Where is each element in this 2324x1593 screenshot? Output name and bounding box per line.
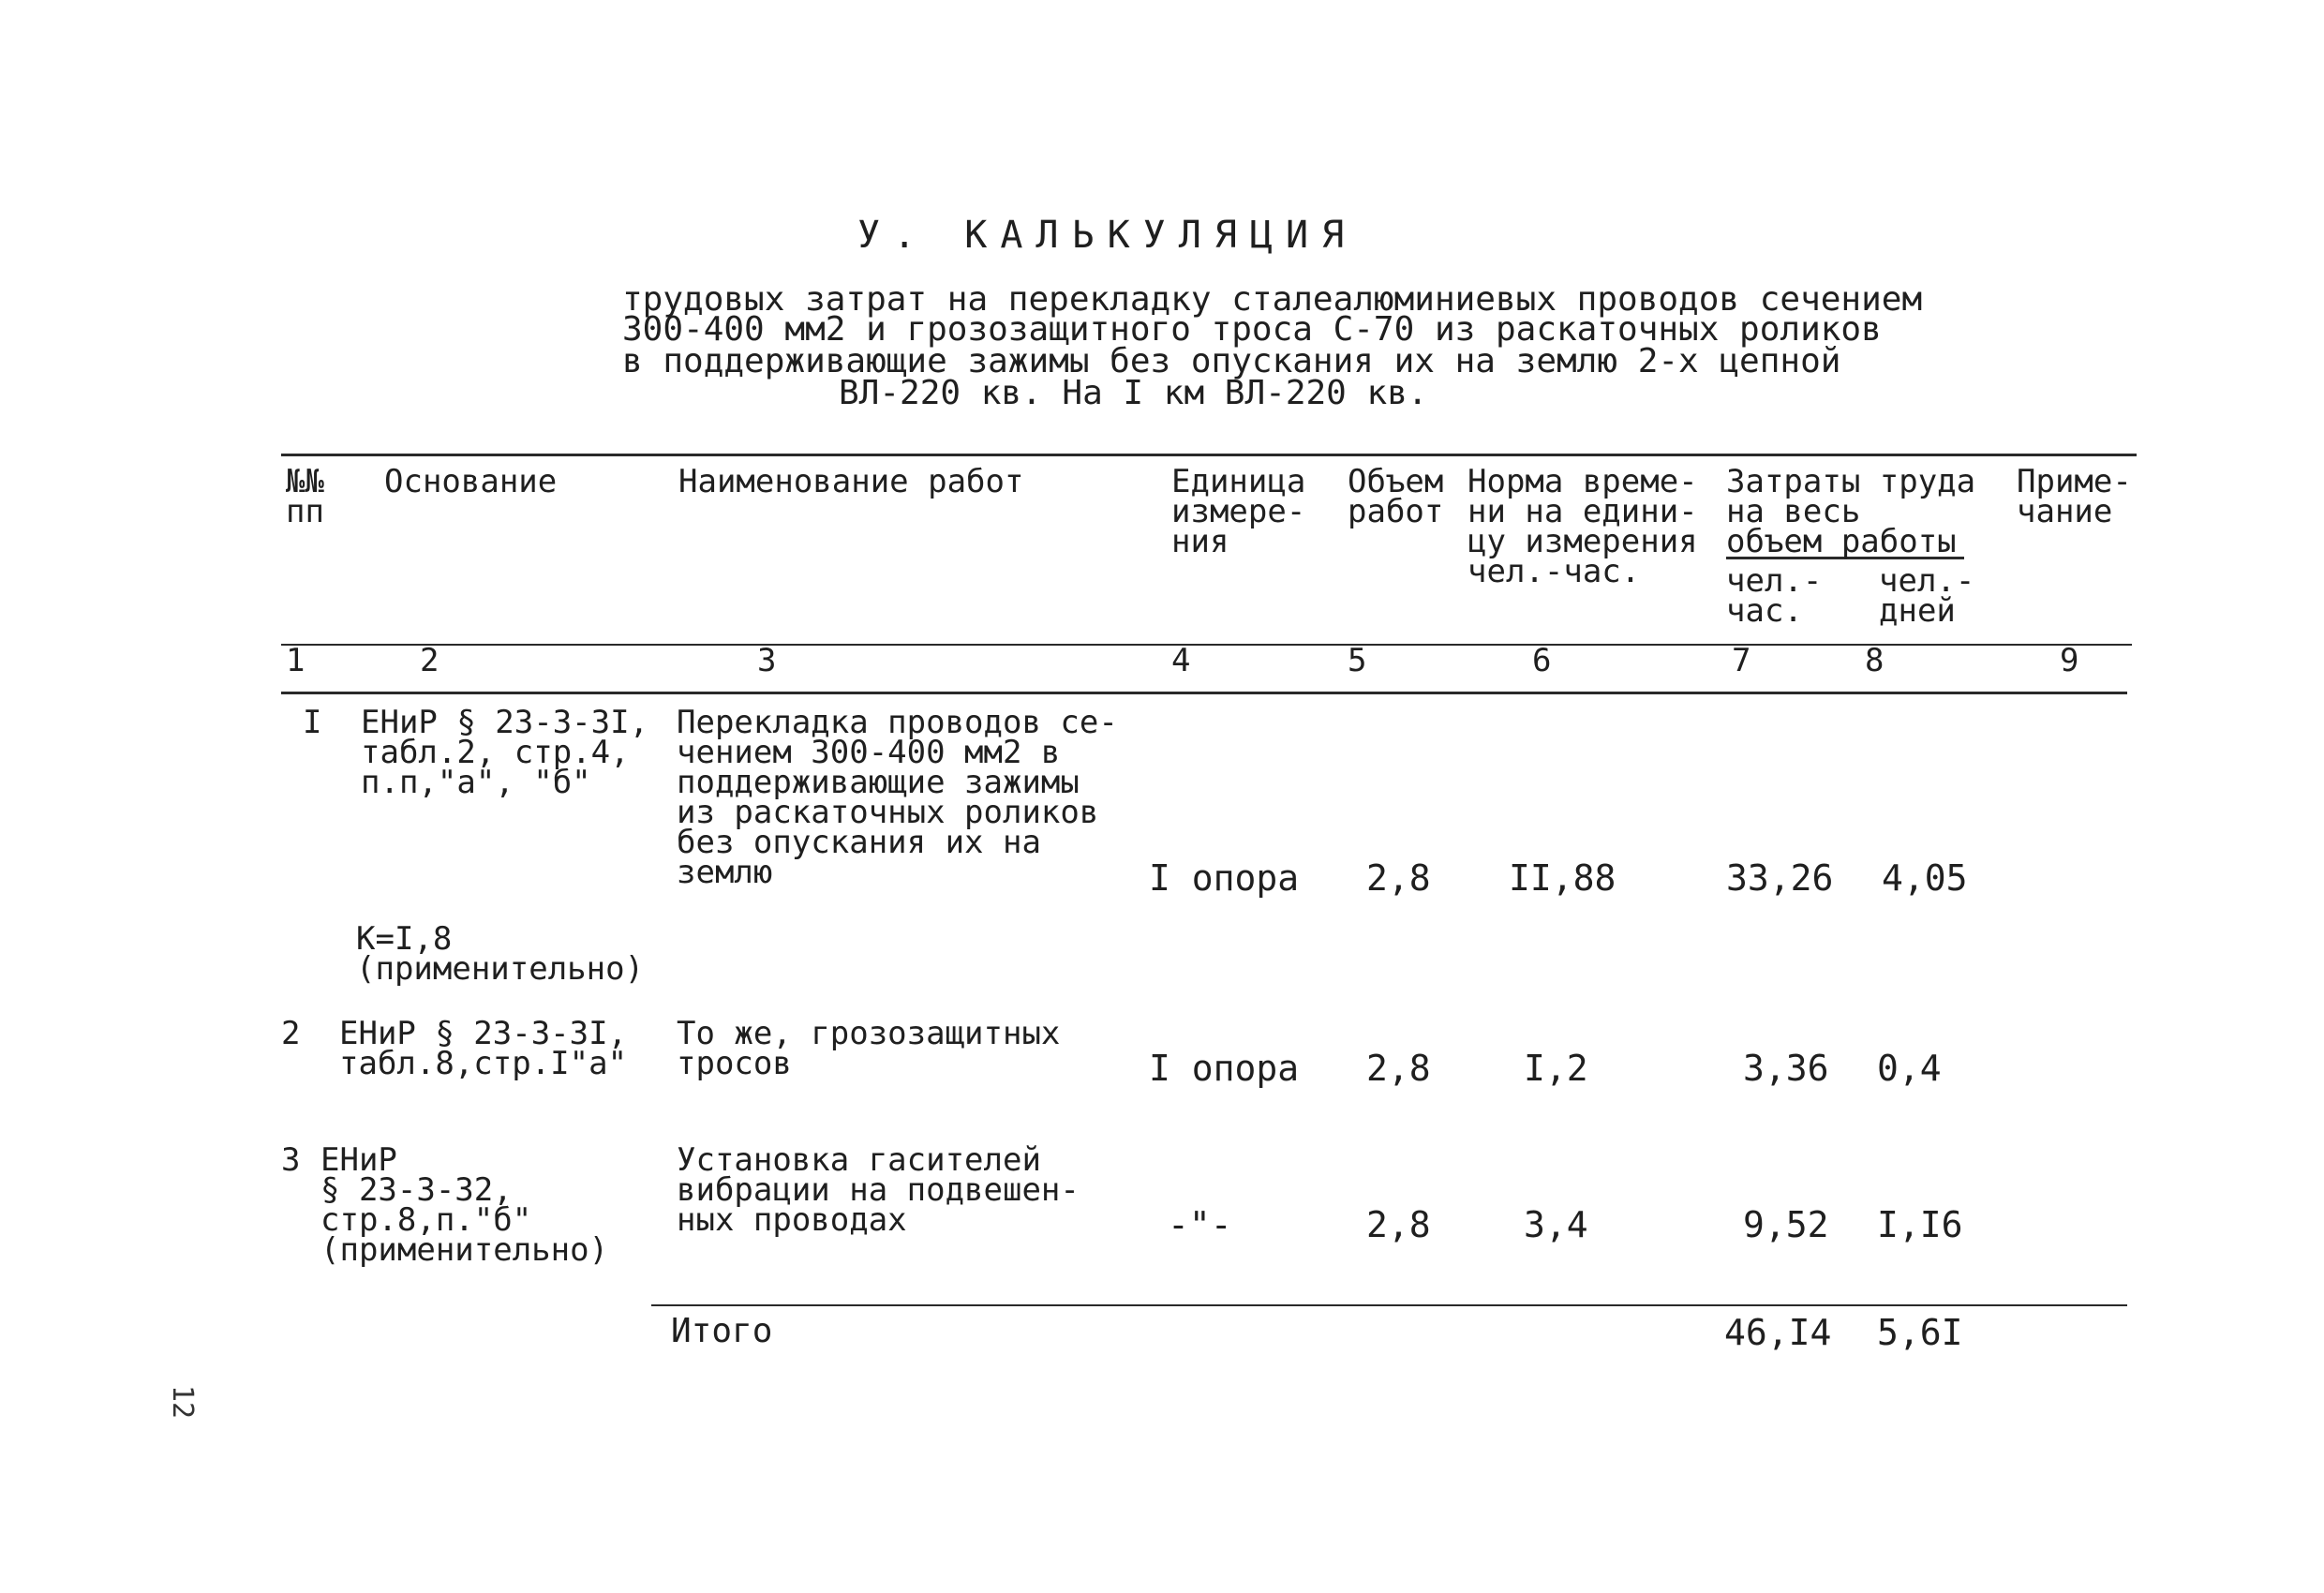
subtitle-line-4: ВЛ-220 кв. На I км ВЛ-220 кв.	[839, 374, 1428, 412]
header-norm: Норма време- ни на едини- цу измерения чел.-час.	[1467, 463, 1698, 590]
subtitle-line-3: в поддерживающие зажимы без опускания их на землю 2-х цепной	[622, 342, 1841, 380]
column-number-4: 4	[1171, 642, 1191, 679]
column-number-6: 6	[1532, 642, 1552, 679]
header-man-hours: чел.- час.	[1726, 562, 1823, 630]
row-2-man-hours: 3,36	[1743, 1048, 1829, 1089]
header-unit: Единица измере- ния	[1171, 463, 1306, 560]
table-top-rule	[281, 454, 2137, 456]
header-volume: Объем работ	[1348, 463, 1444, 530]
row-1-man-days: 4,05	[1882, 857, 1968, 899]
row-3-unit: -"-	[1168, 1204, 1232, 1245]
column-number-9: 9	[2060, 642, 2079, 679]
subtitle-line-2: 300-400 мм2 и грозозащитного троса С-70 из раскаточных роликов	[622, 310, 1882, 349]
row-3-norm: 3,4	[1524, 1204, 1588, 1245]
header-no: №№ пп	[286, 463, 324, 530]
column-numbers-bottom-rule	[281, 692, 2127, 694]
row-3-man-hours: 9,52	[1743, 1204, 1829, 1245]
row-3-no: 3	[281, 1141, 301, 1179]
subtitle-line-1: трудовых затрат на перекладку сталеалюминиевых проводов сечением	[622, 280, 1923, 319]
row-3-work: Установка гасителей вибрации на подвешен- ных проводах	[677, 1141, 1080, 1239]
row-2-norm: I,2	[1524, 1048, 1588, 1089]
header-basis: Основание	[384, 463, 558, 500]
row-1-work: Перекладка проводов се- чением 300-400 мм2 в поддерживающие зажимы из раскаточных роликов без опускания их на землю	[677, 704, 1118, 891]
header-bottom-rule	[281, 644, 2132, 646]
header-work: Наименование работ	[678, 463, 1024, 500]
row-2-volume: 2,8	[1366, 1048, 1431, 1089]
document-title: У. КАЛЬКУЛЯЦИЯ	[857, 214, 1358, 257]
total-label: Итого	[671, 1312, 773, 1350]
row-2-work: То же, грозозащитных тросов	[677, 1015, 1061, 1082]
row-1-volume: 2,8	[1366, 857, 1431, 899]
row-2-basis: ЕНиР § 23-3-3I, табл.8,стр.I"а"	[339, 1015, 628, 1082]
row-1-no: I	[303, 704, 322, 741]
row-1-man-hours: 33,26	[1726, 857, 1834, 899]
total-man-days: 5,6I	[1877, 1312, 1963, 1353]
column-number-1: 1	[286, 642, 305, 679]
page-number: 12	[166, 1385, 199, 1420]
row-2-unit: I опора	[1149, 1048, 1300, 1089]
column-number-7: 7	[1732, 642, 1751, 679]
total-top-rule	[651, 1304, 2127, 1306]
header-labor-costs-subtitle: объем работы	[1726, 527, 1964, 559]
row-3-volume: 2,8	[1366, 1204, 1431, 1245]
column-number-3: 3	[757, 642, 777, 679]
row-2-no: 2	[281, 1015, 301, 1052]
total-man-hours: 46,I4	[1724, 1312, 1832, 1353]
row-1-coefficient: К=I,8 (применительно)	[356, 920, 645, 988]
column-number-2: 2	[420, 642, 439, 679]
column-number-8: 8	[1865, 642, 1885, 679]
row-2-man-days: 0,4	[1877, 1048, 1942, 1089]
header-labor-costs: Затраты труда на весь	[1726, 463, 1976, 530]
header-note: Приме- чание	[2017, 463, 2132, 530]
row-1-unit: I опора	[1149, 857, 1300, 899]
column-number-5: 5	[1348, 642, 1367, 679]
row-3-basis: ЕНиР § 23-3-32, стр.8,п."б" (применительно)	[320, 1141, 609, 1269]
row-1-basis: ЕНиР § 23-3-3I, табл.2, стр.4, п.п,"а", "б"	[361, 704, 649, 801]
row-1-norm: II,88	[1509, 857, 1616, 899]
header-man-days: чел.- дней	[1879, 562, 1975, 630]
row-3-man-days: I,I6	[1877, 1204, 1963, 1245]
